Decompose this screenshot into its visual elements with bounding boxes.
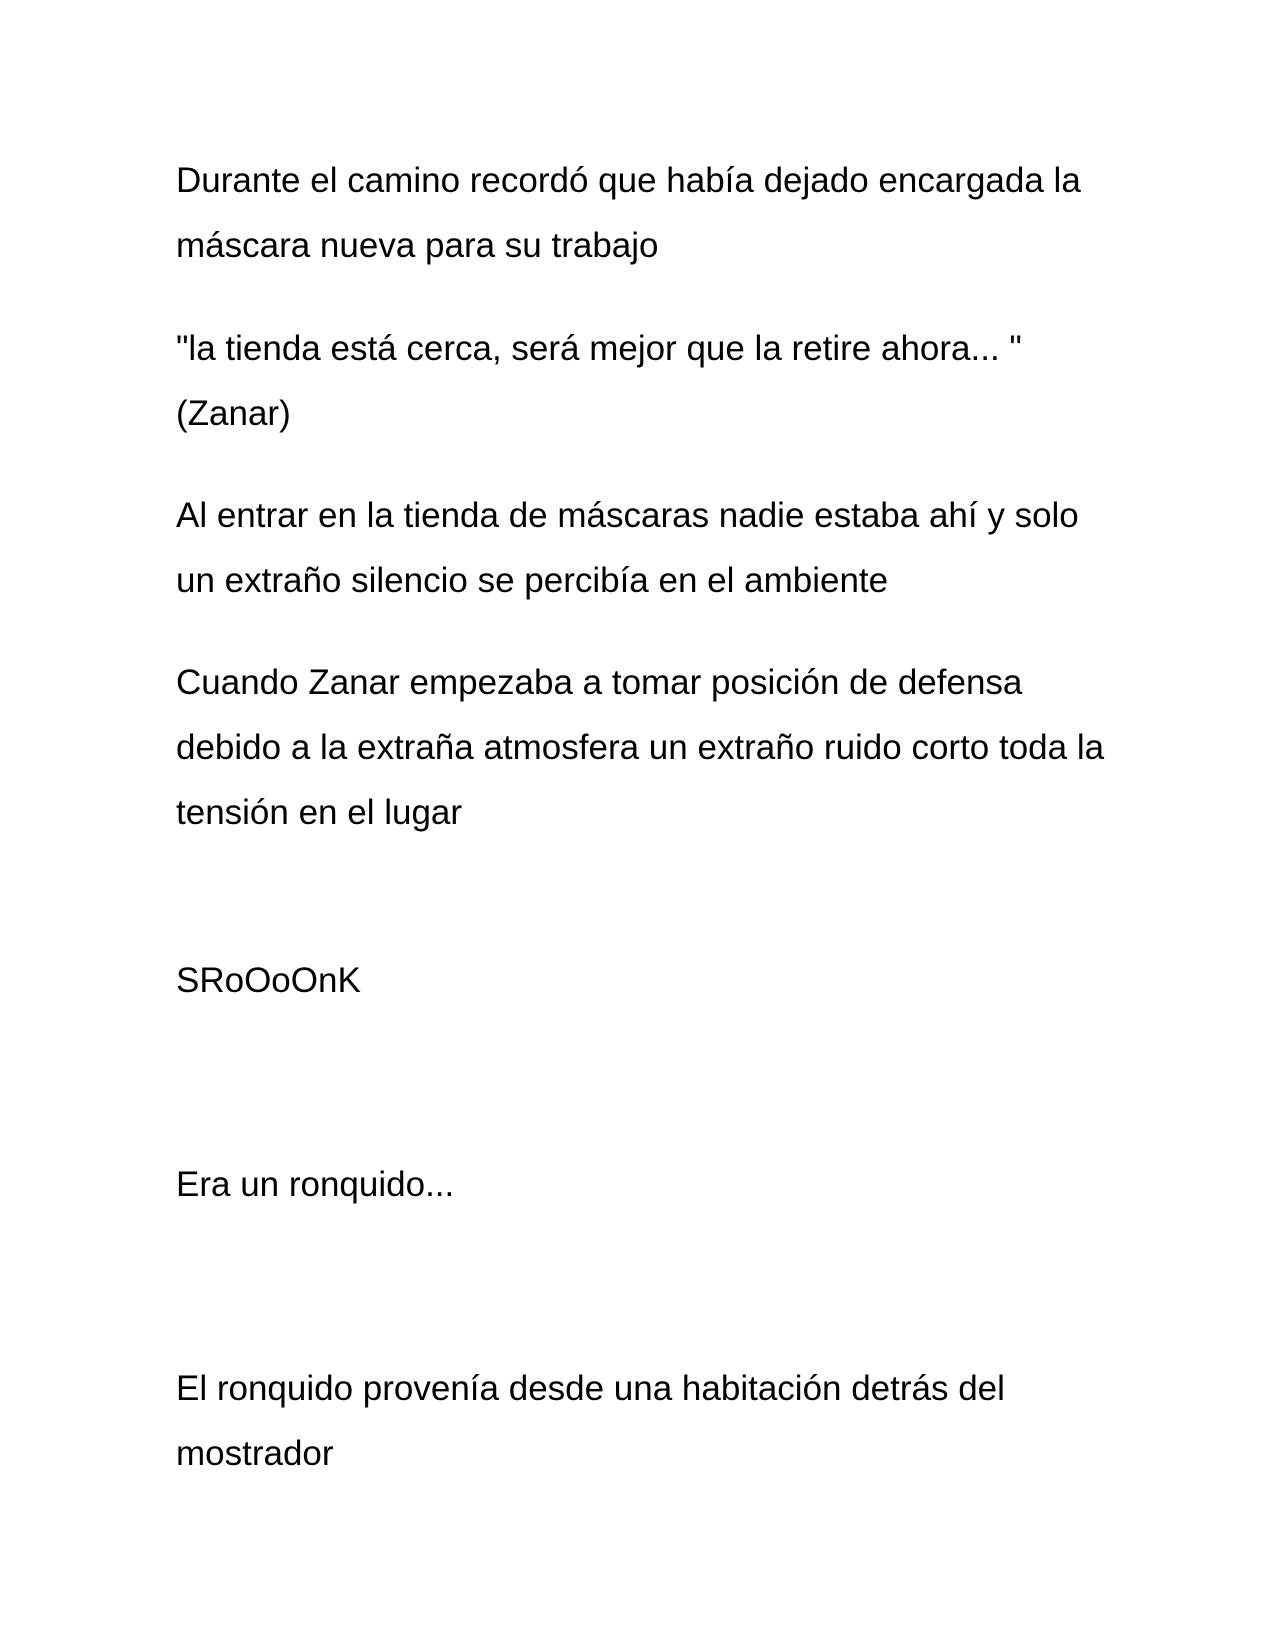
paragraph-1: Durante el camino recordó que había dejado encargada la máscara nueva para su trabajo <box>176 161 1081 265</box>
paragraph-7: El ronquido provenía desde una habitación detrás del mostrador <box>176 1369 1005 1473</box>
paragraph-4: Cuando Zanar empezaba a tomar posición de defensa debido a la extraña atmosfera un extraño ruido corto toda la tensión en el lugar <box>176 663 1105 832</box>
paragraph-3: Al entrar en la tienda de máscaras nadie estaba ahí y solo un extraño silencio se percibía en el ambiente <box>176 496 1079 600</box>
paragraph-sound-effect: SRoOoOnK <box>176 961 361 1000</box>
paragraph-6: Era un ronquido... <box>176 1165 455 1204</box>
paragraph-2: "la tienda está cerca, será mejor que la retire ahora... " (Zanar) <box>176 329 1022 433</box>
